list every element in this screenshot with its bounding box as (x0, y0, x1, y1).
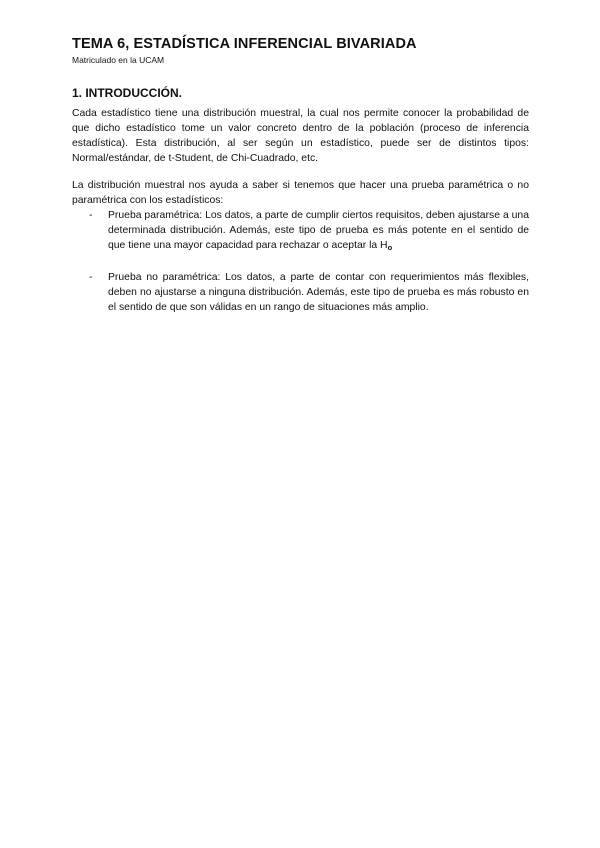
document-subtitle: Matriculado en la UCAM (72, 55, 165, 65)
bullet-dash: - (89, 210, 93, 221)
bullet-dash: - (89, 272, 93, 283)
distribution-paragraph: La distribución muestral nos ayuda a saber si tenemos que hacer una prueba paramétrica o no paramétrica con los estadísticos: (72, 180, 529, 206)
document-title: TEMA 6, ESTADÍSTICA INFERENCIAL BIVARIADA (72, 36, 417, 52)
test-types-list (72, 208, 529, 315)
intro-paragraph: Cada estadístico tiene una distribución muestral, la cual nos permite conocer la probabilidad de que dicho estadístico tome un valor concreto dentro de la población (proceso de inferencia estadística). Esta distribución, al ser según un estadístico, puede ser de distintos tipos: Normal/estándar, de t-Student, de Chi-Cuadrado, etc. (72, 108, 529, 164)
list-item-nonparametric (72, 270, 529, 315)
list-item-parametric (72, 208, 529, 255)
h0-subscript: o (387, 243, 393, 252)
bullet-text: Prueba no paramétrica: Los datos, a parte de contar con requerimientos más flexibles, deben no ajustarse a ninguna distribución. Además, este tipo de prueba es más robusto en el sentido de que son válidas en un rango de situaciones más amplio. (108, 272, 529, 313)
section-heading: 1. INTRODUCCIÓN. (72, 86, 183, 100)
bullet-text: Prueba paramétrica: Los datos, a parte de cumplir ciertos requisitos, deben ajustarse a una determinada distribución. Además, este tipo de prueba es más potente en el sentido de que tiene una mayor capacidad para rechazar o aceptar la H (108, 210, 529, 251)
